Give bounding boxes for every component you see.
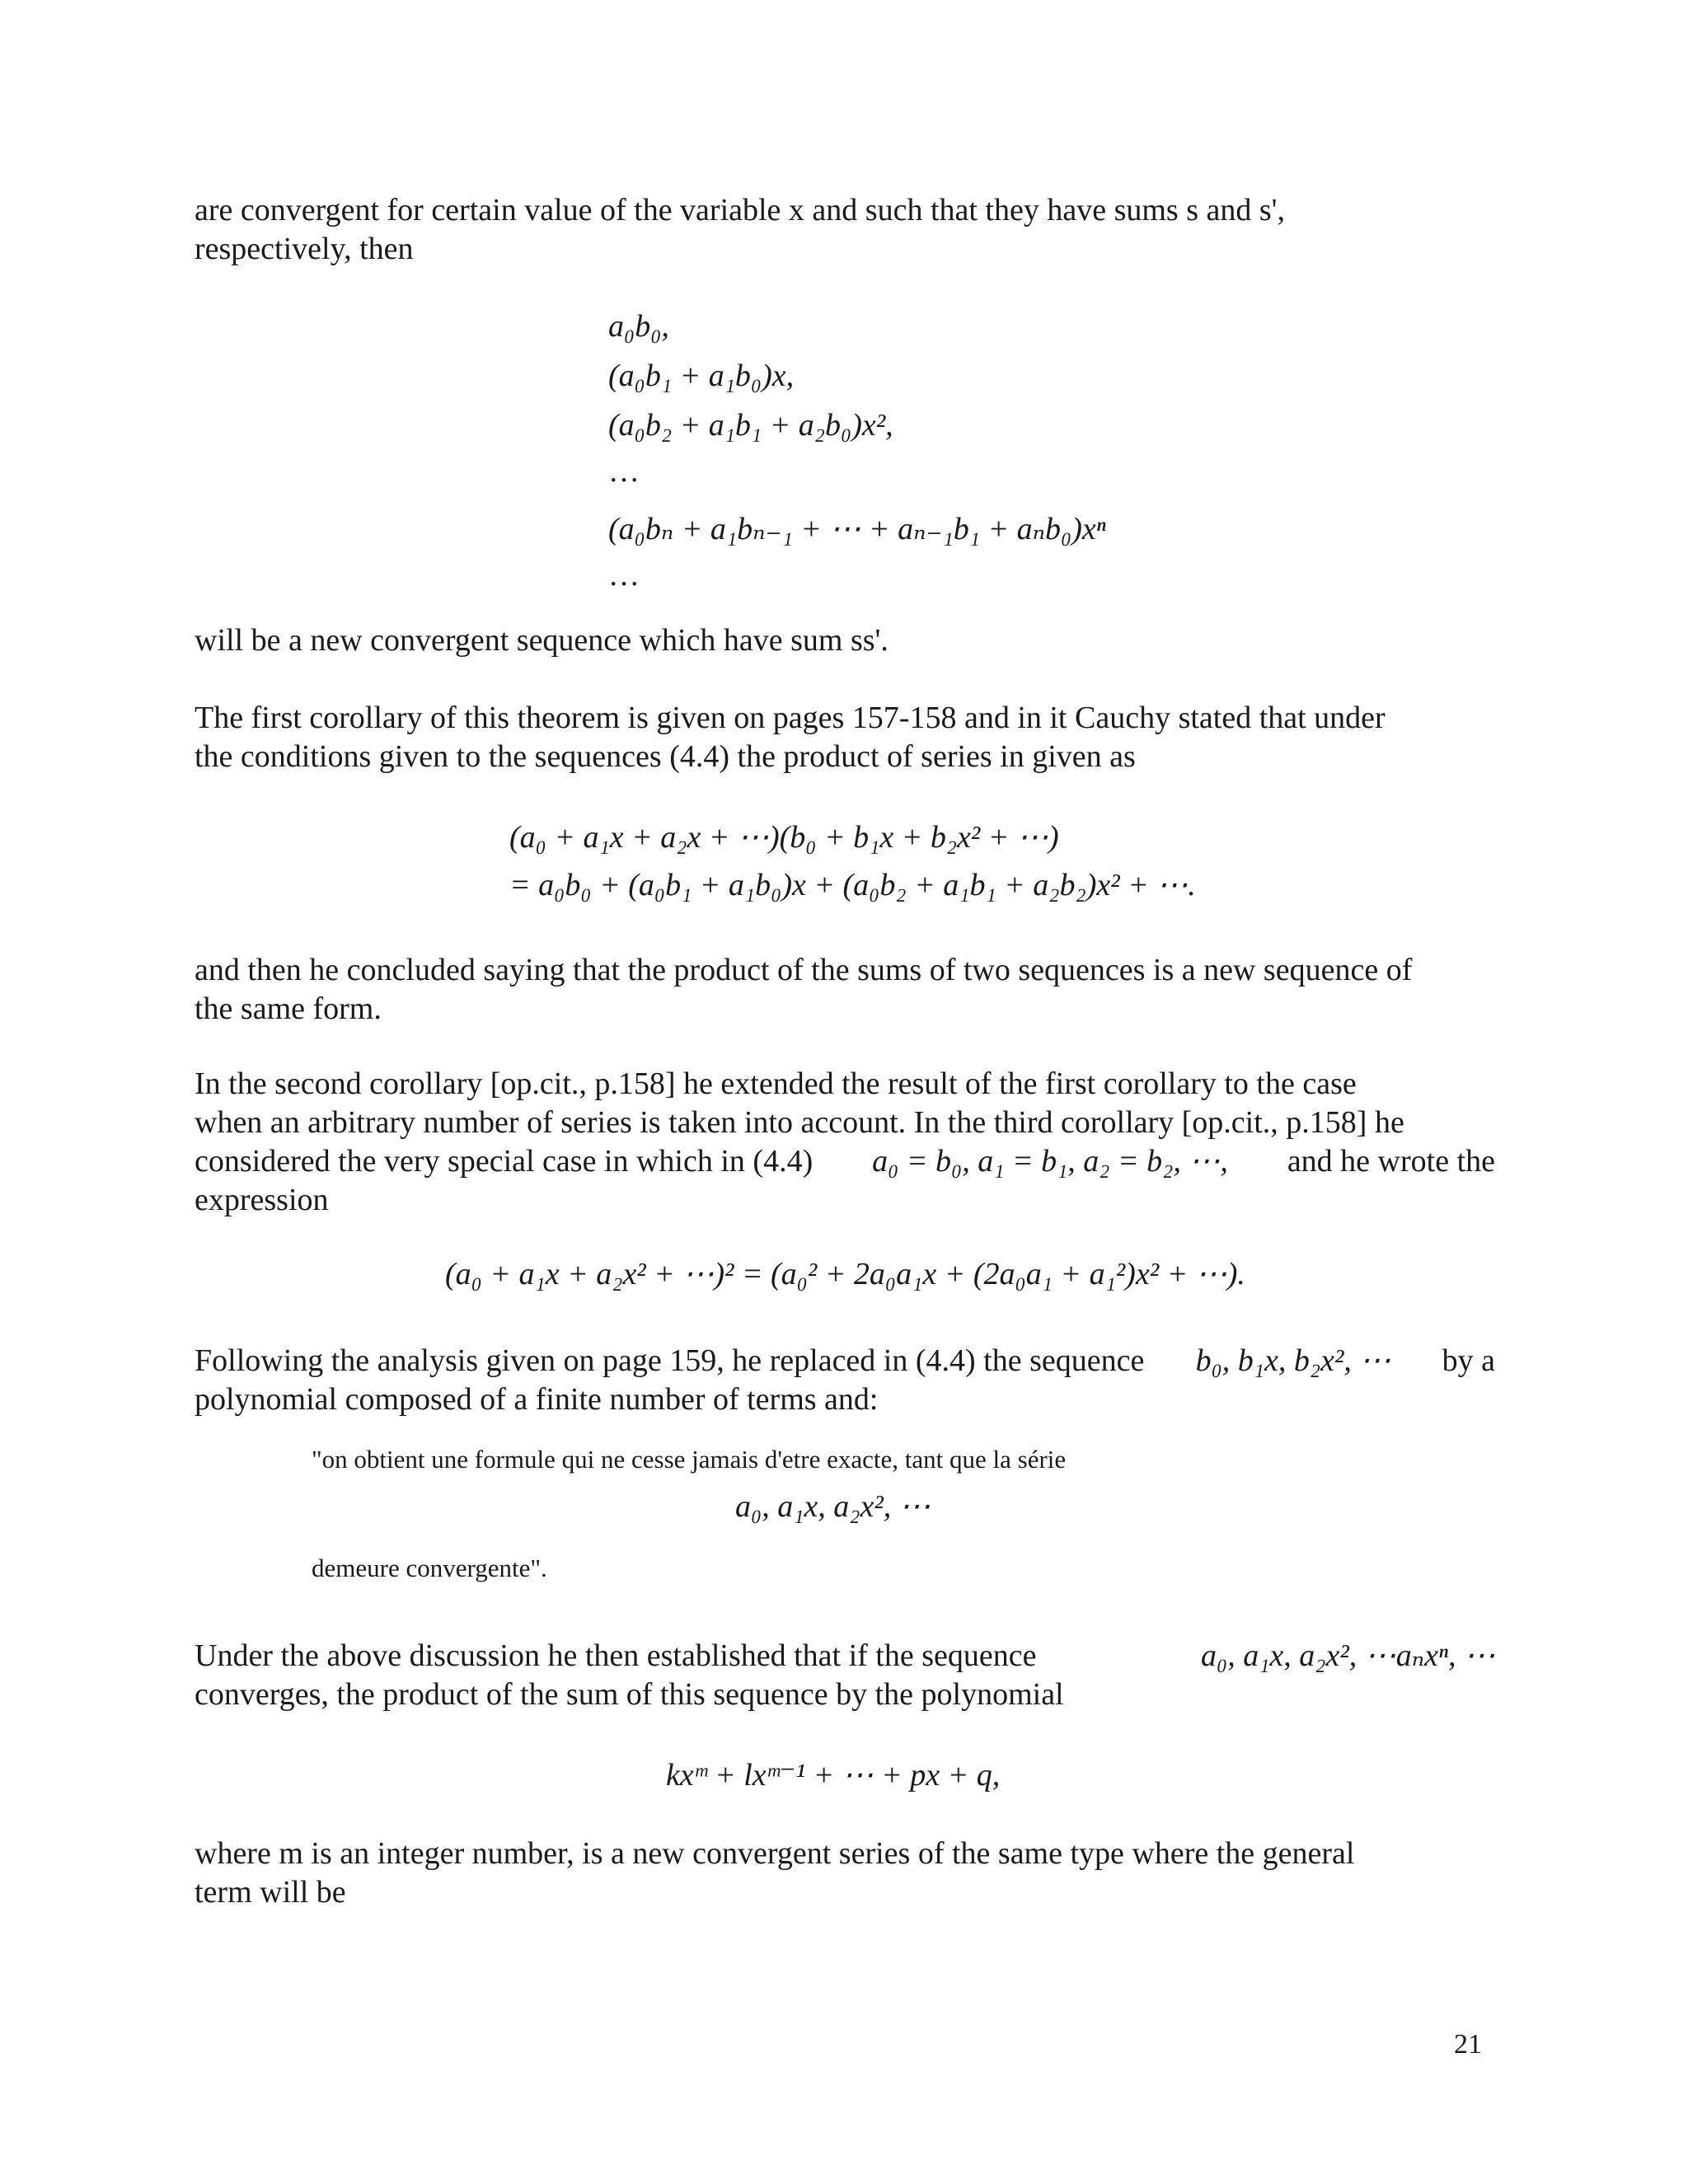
text-line: converges, the product of the sum of this sequence by the polynomial	[195, 1677, 1064, 1712]
inline-math: b₀, b₁x, b₂x², ⋯	[1195, 1343, 1391, 1378]
sequence-term-0: a₀b₀,	[608, 309, 669, 344]
quote-math: a₀, a₁x, a₂x², ⋯	[735, 1489, 931, 1524]
text-line: respectively, then	[195, 232, 414, 266]
text-line	[195, 1637, 1495, 1675]
inline-math: a₀, a₁x, a₂x², ⋯aₙxⁿ, ⋯	[1201, 1638, 1495, 1673]
text-fragment: considered the very special case in which in (4.4)	[195, 1144, 814, 1179]
text-fragment: and he wrote the	[1287, 1144, 1495, 1179]
text-line: will be a new convergent sequence which have sum ss'.	[195, 623, 889, 658]
text-line: the same form.	[195, 991, 382, 1026]
equation-line: = a₀b₀ + (a₀b₁ + a₁b₀)x + (a₀b₂ + a₁b₁ + a₂b₂)x² + ⋯.	[509, 868, 1196, 902]
equation-line: (a₀ + a₁x + a₂x + ⋯)(b₀ + b₁x + b₂x² + ⋯)	[509, 820, 1059, 855]
paragraph-polynomial-product	[195, 1637, 1495, 1714]
sequence-term-1: (a₀b₁ + a₁b₀)x,	[608, 359, 795, 393]
text-line	[195, 1342, 1495, 1380]
text-line: and then he concluded saying that the product of the sums of two sequences is a new sequence of	[195, 953, 1413, 987]
sequence-term-2: (a₀b₂ + a₁b₁ + a₂b₀)x²,	[608, 408, 893, 443]
page-number: 21	[1454, 2029, 1482, 2060]
text-line: are convergent for certain value of the variable x and such that they have sums s and s',	[195, 193, 1286, 227]
equation-polynomial: kxᵐ + lxᵐ⁻¹ + ⋯ + px + q,	[666, 1758, 1001, 1793]
inline-math: a₀ = b₀, a₁ = b₁, a₂ = b₂, ⋯,	[872, 1144, 1228, 1179]
paragraph-new-sequence	[195, 621, 1495, 660]
paragraph-first-corollary	[195, 699, 1495, 776]
text-line: term will be	[195, 1875, 346, 1910]
paragraph-convergent-sums	[195, 191, 1495, 269]
text-line	[195, 1142, 1495, 1181]
equation-square-series: (a₀ + a₁x + a₂x² + ⋯)² = (a₀² + 2a₀a₁x + (2a₀a₁ + a₁²)x² + ⋯).	[445, 1257, 1245, 1291]
text-line: The first corollary of this theorem is given on pages 157-158 and in it Cauchy stated that under	[195, 701, 1386, 735]
text-line: expression	[195, 1183, 329, 1217]
paragraph-conclusion	[195, 951, 1495, 1029]
text-line: In the second corollary [op.cit., p.158] he extended the result of the first corollary to the case	[195, 1066, 1357, 1101]
text-line: when an arbitrary number of series is taken into account. In the third corollary [op.cit., p.158] he	[195, 1105, 1404, 1140]
sequence-ellipsis: …	[608, 558, 640, 593]
sequence-term-n: (a₀bₙ + a₁bₙ₋₁ + ⋯ + aₙ₋₁b₁ + aₙb₀)xⁿ	[608, 512, 1106, 546]
quote-line: "on obtient une formule qui ne cesse jamais d'etre exacte, tant que la série	[312, 1445, 1067, 1474]
text-line: where m is an integer number, is a new convergent series of the same type where the general	[195, 1836, 1355, 1871]
text-fragment: Under the above discussion he then established that if the sequence	[195, 1638, 1037, 1673]
paragraph-page-159	[195, 1342, 1495, 1419]
paragraph-general-term	[195, 1835, 1495, 1912]
sequence-ellipsis: …	[608, 454, 640, 489]
text-fragment: by a	[1442, 1343, 1495, 1378]
paragraph-second-third-corollary	[195, 1065, 1495, 1220]
text-fragment: Following the analysis given on page 159, he replaced in (4.4) the sequence	[195, 1343, 1145, 1378]
quote-line: demeure convergente".	[312, 1554, 547, 1582]
text-line: polynomial composed of a finite number of terms and:	[195, 1382, 879, 1417]
text-line: the conditions given to the sequences (4.4) the product of series in given as	[195, 739, 1136, 774]
